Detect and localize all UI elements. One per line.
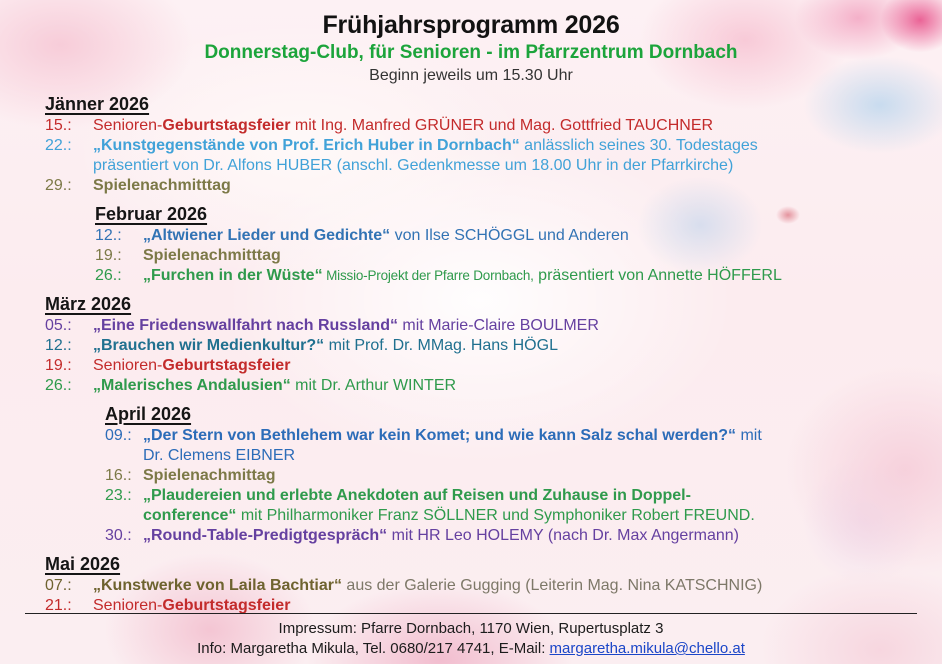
text-segment: „Altwiener Lieder und Gedichte“ [143,227,391,244]
event-text [143,246,942,266]
event-date: 05.: [45,317,72,334]
event-row [45,356,942,376]
event-text [143,466,942,486]
text-segment: „Round-Table-Predigtgespräch“ [143,527,388,544]
page-subtitle: Donnerstag-Club, für Senioren - im Pfarrzentrum Dornbach [204,42,738,63]
event-date: 29.: [45,177,72,194]
event-text [93,356,942,376]
event-date: 22.: [45,137,72,154]
text-segment: mit Prof. Dr. MMag. Hans HÖGL [324,337,558,354]
month-section [0,553,942,616]
text-segment: anlässlich seines 30. Todestages [519,137,758,154]
program-sections [0,93,942,616]
text-segment: „Der Stern von Bethlehem war kein Komet; und wie kann Salz schal werden?“ [143,427,737,444]
info-line [0,639,942,659]
event-date: 26.: [95,267,122,284]
event-text [93,376,942,396]
flyer-footer [0,613,942,659]
text-segment: präsentiert von Annette HÖFFERL [533,267,782,284]
event-row [45,316,942,336]
event-text [143,266,942,286]
event-row [105,526,942,546]
month-section [0,93,942,196]
month-section [0,403,942,546]
event-row [95,246,942,266]
text-segment: Spielenachmitttag [143,247,281,264]
text-segment: Spielenachmitttag [93,177,231,194]
event-date: 19.: [45,357,72,374]
event-date: 12.: [95,227,122,244]
text-segment: Senioren- [93,357,163,374]
text-segment: „Brauchen wir Medienkultur?“ [93,337,325,354]
page-title: Frühjahrsprogramm 2026 [322,11,620,39]
month-section [0,293,942,396]
text-segment: mit Marie-Claire BOULMER [397,317,599,334]
event-date: 23.: [105,487,132,504]
text-segment: aus der Galerie Gugging (Leiterin Mag. Nina KATSCHNIG) [341,577,763,594]
event-row [45,376,942,396]
event-text [93,116,942,136]
event-row [45,336,942,356]
text-segment: mit HR Leo HOLEMY (nach Dr. Max Angermann) [387,527,740,544]
text-segment: conference“ [143,507,237,524]
event-date: 16.: [105,467,132,484]
text-segment: präsentiert von Dr. Alfons HUBER (anschl. Gedenkmesse um 18.00 Uhr in der Pfarrkirche) [93,157,734,174]
event-text [93,136,942,176]
event-row [45,136,942,176]
text-segment: Senioren- [93,597,163,614]
info-line-text: Info: Margaretha Mikula, Tel. 0680/217 4741, E-Mail: [197,640,550,657]
text-segment: von Ilse SCHÖGGL und Anderen [390,227,629,244]
event-date: 30.: [105,527,132,544]
month-heading: Februar 2026 [95,204,208,224]
event-text [143,526,942,546]
month-section [0,203,942,286]
text-segment: Geburtstagsfeier [162,357,291,374]
event-row [45,116,942,136]
event-row [95,266,942,286]
event-text [93,576,942,596]
footer-divider [25,613,917,614]
flyer-header [0,0,942,86]
impressum-line: Impressum: Pfarre Dornbach, 1170 Wien, Rupertusplatz 3 [278,620,664,637]
text-segment: Spielenachmittag [143,467,276,484]
event-date: 26.: [45,377,72,394]
text-segment: Geburtstagsfeier [162,117,291,134]
text-segment: „Eine Friedenswallfahrt nach Russland“ [93,317,398,334]
text-segment: „Malerisches Andalusien“ [93,377,291,394]
event-date: 15.: [45,117,72,134]
email-link[interactable]: margaretha.mikula@chello.at [549,640,745,657]
text-segment: Missio-Projekt der Pfarre Dornbach, [322,268,534,283]
event-date: 12.: [45,337,72,354]
text-segment: „Kunstwerke von Laila Bachtiar“ [93,577,342,594]
text-segment: „Furchen in der Wüste“ [143,267,323,284]
month-heading: Jänner 2026 [45,94,150,114]
event-row [45,576,942,596]
event-text [143,226,942,246]
event-text [143,486,942,526]
text-segment: mit Philharmoniker Franz SÖLLNER und Symphoniker Robert FREUND. [236,507,755,524]
event-row [105,466,942,486]
month-heading: April 2026 [105,404,192,424]
event-date: 07.: [45,577,72,594]
start-time-note: Beginn jeweils um 15.30 Uhr [369,67,573,84]
text-segment: mit [736,427,762,444]
event-text [93,176,942,196]
event-row [45,176,942,196]
event-text [93,336,942,356]
event-date: 21.: [45,597,72,614]
event-row [105,426,942,466]
text-segment: „Plaudereien und erlebte Anekdoten auf Reisen und Zuhause in Doppel- [143,487,691,504]
event-date: 19.: [95,247,122,264]
event-text [93,316,942,336]
event-date: 09.: [105,427,132,444]
month-heading: Mai 2026 [45,554,121,574]
month-heading: März 2026 [45,294,132,314]
text-segment: Geburtstagsfeier [162,597,291,614]
text-segment: Dr. Clemens EIBNER [143,447,296,464]
text-segment: mit Ing. Manfred GRÜNER und Mag. Gottfried TAUCHNER [290,117,714,134]
event-row [105,486,942,526]
event-text [143,426,942,466]
text-segment: „Kunstgegenstände von Prof. Erich Huber in Dornbach“ [93,137,520,154]
text-segment: Senioren- [93,117,163,134]
text-segment: mit Dr. Arthur WINTER [290,377,457,394]
event-row [95,226,942,246]
